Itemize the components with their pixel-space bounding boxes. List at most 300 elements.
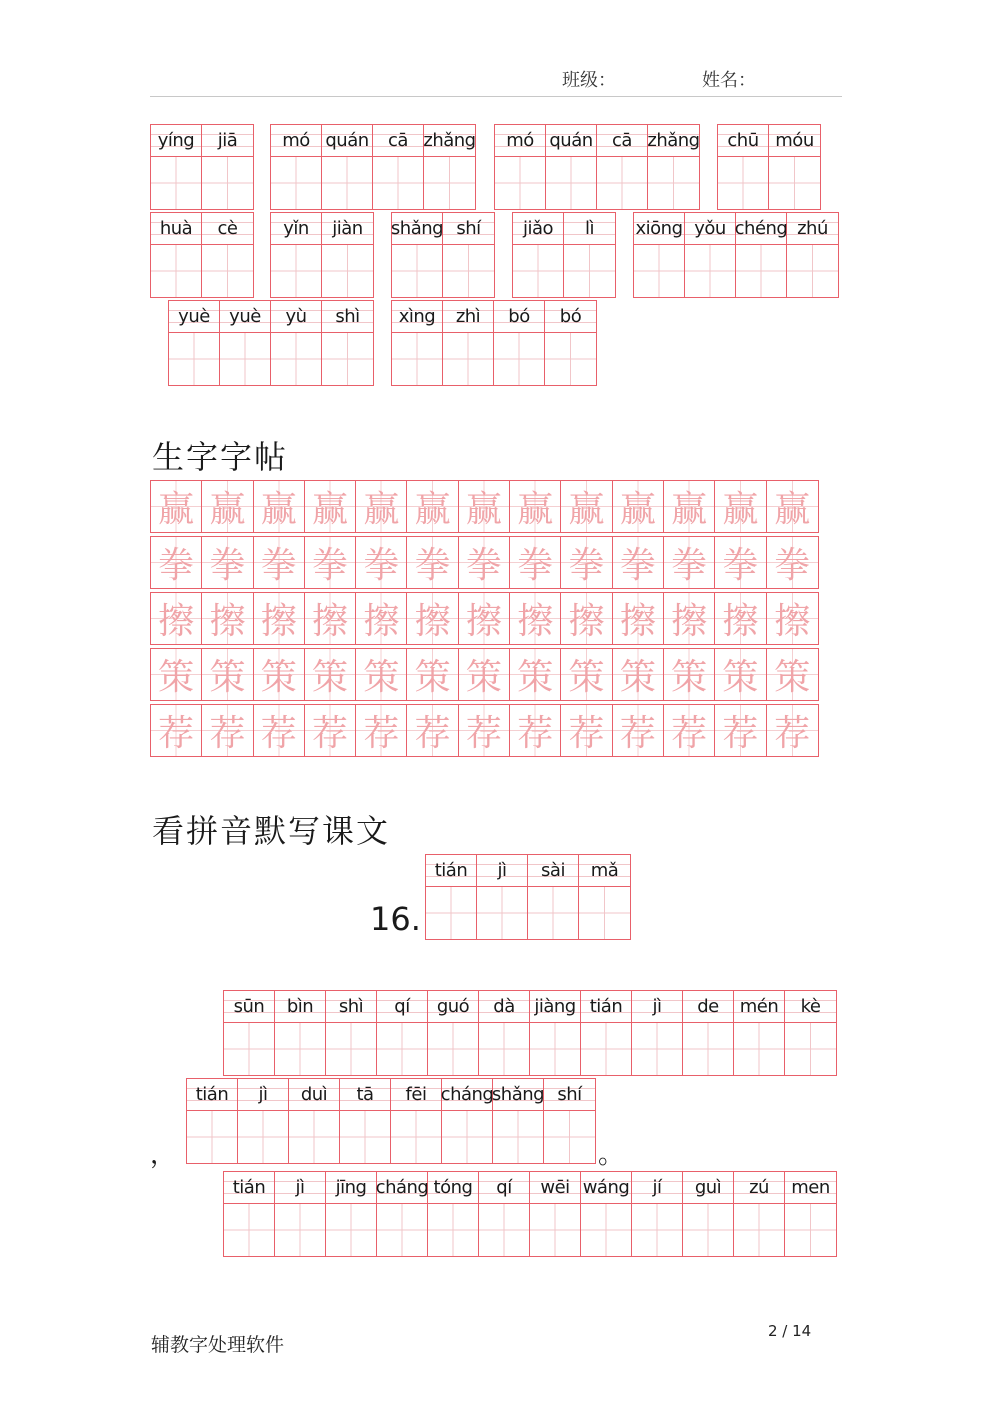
pinyin-slot xyxy=(428,991,478,1023)
character-box[interactable] xyxy=(545,333,596,385)
character-box[interactable] xyxy=(785,1204,836,1256)
writing-cell xyxy=(634,213,685,297)
pinyin-slot xyxy=(391,1079,441,1111)
pinyin-text: shí xyxy=(557,1084,582,1105)
tracing-character: 擦 xyxy=(664,593,715,644)
character-box[interactable] xyxy=(151,245,201,297)
character-box[interactable] xyxy=(322,245,373,297)
pinyin-slot xyxy=(424,125,475,157)
writing-cell xyxy=(581,991,632,1075)
tracing-character: 策 xyxy=(202,649,253,700)
pinyin-text: tián xyxy=(195,1084,229,1105)
pinyin-slot xyxy=(377,991,427,1023)
character-box[interactable] xyxy=(373,157,423,209)
tracing-character: 荐 xyxy=(407,705,458,756)
writing-cell xyxy=(443,301,494,385)
writing-cell xyxy=(392,213,443,297)
character-box[interactable] xyxy=(443,333,493,385)
period-mark: 。 xyxy=(598,1140,625,1170)
pinyin-slot xyxy=(736,213,786,245)
character-box[interactable] xyxy=(224,1023,274,1075)
writing-cell xyxy=(495,125,546,209)
pinyin-text: yǒu xyxy=(694,218,726,239)
writing-cell xyxy=(340,1079,391,1163)
pinyin-text: men xyxy=(791,1177,830,1198)
pinyin-text: wáng xyxy=(582,1177,630,1198)
tracing-character: 荐 xyxy=(767,705,818,756)
pinyin-text: yuè xyxy=(229,306,261,327)
writing-cell xyxy=(424,125,475,209)
writing-cell xyxy=(428,991,479,1075)
pinyin-text: guì xyxy=(694,1177,722,1198)
writing-cell xyxy=(477,855,528,939)
pinyin-slot xyxy=(322,125,372,157)
character-box[interactable] xyxy=(479,1023,529,1075)
writing-cell xyxy=(151,213,202,297)
pinyin-slot xyxy=(326,1172,376,1204)
tracing-character: 赢 xyxy=(715,481,766,532)
pinyin-slot xyxy=(734,1172,784,1204)
tracing-character: 赢 xyxy=(202,481,253,532)
pinyin-slot xyxy=(546,125,596,157)
character-box[interactable] xyxy=(220,333,270,385)
pinyin-text: shì xyxy=(335,306,360,327)
pinyin-slot xyxy=(530,1172,580,1204)
pinyin-slot xyxy=(377,1172,427,1204)
pinyin-text: qí xyxy=(394,996,410,1017)
tracing-row xyxy=(150,648,819,701)
character-box[interactable] xyxy=(734,1204,784,1256)
tracing-character: 拳 xyxy=(561,537,612,588)
pinyin-group xyxy=(150,124,254,210)
writing-cell xyxy=(479,991,530,1075)
pinyin-text: jīng xyxy=(335,1177,367,1198)
pinyin-slot xyxy=(271,125,321,157)
lesson-title-group xyxy=(425,854,631,940)
pinyin-slot xyxy=(683,991,733,1023)
writing-cell xyxy=(220,301,271,385)
pinyin-text: jì xyxy=(497,860,507,881)
writing-cell xyxy=(443,213,494,297)
character-box[interactable] xyxy=(271,245,321,297)
writing-cell xyxy=(546,125,597,209)
character-box[interactable] xyxy=(238,1111,288,1163)
tracing-character: 荐 xyxy=(561,705,612,756)
pinyin-slot xyxy=(769,125,820,157)
tracing-character: 赢 xyxy=(356,481,407,532)
tracing-character: 擦 xyxy=(254,593,305,644)
tracing-character: 擦 xyxy=(767,593,818,644)
tracing-character: 荐 xyxy=(613,705,664,756)
writing-cell xyxy=(513,213,564,297)
writing-cell xyxy=(787,213,838,297)
character-box[interactable] xyxy=(479,1204,529,1256)
pinyin-slot xyxy=(564,213,615,245)
pinyin-slot xyxy=(169,301,219,333)
character-box[interactable] xyxy=(224,1204,274,1256)
pinyin-text: jì xyxy=(258,1084,268,1105)
tracing-character: 策 xyxy=(305,649,356,700)
pinyin-slot xyxy=(271,213,321,245)
character-box[interactable] xyxy=(564,245,615,297)
writing-cell xyxy=(392,301,443,385)
pinyin-slot xyxy=(326,991,376,1023)
tracing-character: 赢 xyxy=(459,481,510,532)
pinyin-slot xyxy=(785,991,836,1023)
character-box[interactable] xyxy=(632,1023,682,1075)
character-box[interactable] xyxy=(322,333,373,385)
character-box[interactable] xyxy=(787,245,838,297)
character-box[interactable] xyxy=(202,245,253,297)
writing-cell xyxy=(275,991,326,1075)
tracing-character: 策 xyxy=(151,649,202,700)
pinyin-slot xyxy=(373,125,423,157)
writing-cell xyxy=(597,125,648,209)
tracing-character: 策 xyxy=(407,649,458,700)
writing-cell xyxy=(391,1079,442,1163)
pinyin-slot xyxy=(545,301,596,333)
writing-cell xyxy=(544,1079,595,1163)
pinyin-slot xyxy=(187,1079,237,1111)
pinyin-slot xyxy=(648,125,699,157)
tracing-character: 荐 xyxy=(510,705,561,756)
character-box[interactable] xyxy=(151,157,201,209)
character-box[interactable] xyxy=(683,1204,733,1256)
writing-cell xyxy=(271,125,322,209)
tracing-character: 擦 xyxy=(305,593,356,644)
pinyin-group xyxy=(270,212,374,298)
writing-cell xyxy=(289,1079,340,1163)
pinyin-text: huà xyxy=(159,218,193,239)
pinyin-slot xyxy=(493,1079,543,1111)
character-box[interactable] xyxy=(648,157,699,209)
pinyin-slot xyxy=(271,301,321,333)
pinyin-slot xyxy=(151,125,201,157)
tracing-character: 赢 xyxy=(151,481,202,532)
character-box[interactable] xyxy=(326,1023,376,1075)
character-box[interactable] xyxy=(634,245,684,297)
writing-cell xyxy=(769,125,820,209)
tracing-character: 擦 xyxy=(459,593,510,644)
pinyin-text: chū xyxy=(727,130,759,151)
writing-cell xyxy=(530,991,581,1075)
pinyin-slot xyxy=(787,213,838,245)
pinyin-slot xyxy=(632,1172,682,1204)
pinyin-group xyxy=(633,212,839,298)
character-box[interactable] xyxy=(493,1111,543,1163)
character-box[interactable] xyxy=(392,333,442,385)
writing-cell xyxy=(734,1172,785,1256)
pinyin-slot xyxy=(289,1079,339,1111)
pinyin-text: tián xyxy=(232,1177,266,1198)
pinyin-slot xyxy=(442,1079,492,1111)
writing-cell xyxy=(736,213,787,297)
writing-cell xyxy=(683,1172,734,1256)
pinyin-slot xyxy=(443,213,494,245)
character-box[interactable] xyxy=(377,1204,427,1256)
lesson-number: 16. xyxy=(370,900,421,938)
pinyin-group xyxy=(150,212,254,298)
tracing-character: 擦 xyxy=(510,593,561,644)
writing-cell xyxy=(545,301,596,385)
pinyin-text: yíng xyxy=(157,130,195,151)
character-box[interactable] xyxy=(271,333,321,385)
writing-cell xyxy=(224,991,275,1075)
writing-cell xyxy=(494,301,545,385)
pinyin-slot xyxy=(151,213,201,245)
pinyin-slot xyxy=(544,1079,595,1111)
pinyin-text: dà xyxy=(493,996,515,1017)
pinyin-slot xyxy=(202,213,253,245)
character-box[interactable] xyxy=(289,1111,339,1163)
tracing-character: 赢 xyxy=(561,481,612,532)
character-box[interactable] xyxy=(513,245,563,297)
pinyin-slot xyxy=(634,213,684,245)
character-box[interactable] xyxy=(187,1111,237,1163)
character-box[interactable] xyxy=(632,1204,682,1256)
pinyin-group xyxy=(391,300,597,386)
character-box[interactable] xyxy=(495,157,545,209)
character-box[interactable] xyxy=(544,1111,595,1163)
tracing-character: 拳 xyxy=(151,537,202,588)
pinyin-text: cā xyxy=(612,130,632,151)
pinyin-text: bó xyxy=(508,306,530,327)
pinyin-slot xyxy=(597,125,647,157)
pinyin-text: zhì xyxy=(455,306,481,327)
tracing-character: 拳 xyxy=(254,537,305,588)
character-box[interactable] xyxy=(392,245,442,297)
character-box[interactable] xyxy=(169,333,219,385)
character-box[interactable] xyxy=(326,1204,376,1256)
character-box[interactable] xyxy=(546,157,596,209)
tracing-character: 擦 xyxy=(561,593,612,644)
writing-cell xyxy=(271,301,322,385)
character-box[interactable] xyxy=(271,157,321,209)
pinyin-text: bó xyxy=(559,306,582,327)
pinyin-slot xyxy=(477,855,527,887)
pinyin-text: shí xyxy=(456,218,481,239)
pinyin-slot xyxy=(734,991,784,1023)
pinyin-text: jiā xyxy=(217,130,238,151)
pinyin-text: jiàng xyxy=(534,996,576,1017)
character-box[interactable] xyxy=(530,1023,580,1075)
tracing-character: 赢 xyxy=(305,481,356,532)
character-box[interactable] xyxy=(275,1204,325,1256)
pinyin-slot xyxy=(513,213,563,245)
pinyin-slot xyxy=(632,991,682,1023)
pinyin-slot xyxy=(494,301,544,333)
writing-cell xyxy=(426,855,477,939)
pinyin-group xyxy=(512,212,616,298)
character-box[interactable] xyxy=(734,1023,784,1075)
writing-cell xyxy=(718,125,769,209)
pinyin-slot xyxy=(479,1172,529,1204)
pinyin-text: móu xyxy=(775,130,814,151)
character-box[interactable] xyxy=(494,333,544,385)
pinyin-slot xyxy=(530,991,580,1023)
writing-cell xyxy=(785,1172,836,1256)
character-box[interactable] xyxy=(340,1111,390,1163)
pinyin-text: tián xyxy=(589,996,623,1017)
tracing-character: 策 xyxy=(561,649,612,700)
pinyin-text: sài xyxy=(541,860,565,881)
character-box[interactable] xyxy=(528,887,578,939)
pinyin-text: mó xyxy=(506,130,534,151)
writing-cell xyxy=(428,1172,479,1256)
pinyin-slot xyxy=(238,1079,288,1111)
pinyin-text: mó xyxy=(282,130,310,151)
writing-cell xyxy=(377,991,428,1075)
pinyin-text: xiōng xyxy=(635,218,683,239)
character-box[interactable] xyxy=(597,157,647,209)
pinyin-text: de xyxy=(697,996,719,1017)
pinyin-text: tóng xyxy=(433,1177,473,1198)
character-box[interactable] xyxy=(377,1023,427,1075)
pinyin-slot xyxy=(220,301,270,333)
character-box[interactable] xyxy=(424,157,475,209)
tracing-character: 策 xyxy=(664,649,715,700)
character-box[interactable] xyxy=(785,1023,836,1075)
pinyin-text: tā xyxy=(356,1084,374,1105)
character-box[interactable] xyxy=(579,887,630,939)
character-box[interactable] xyxy=(581,1204,631,1256)
pinyin-slot xyxy=(392,213,442,245)
writing-cell xyxy=(530,1172,581,1256)
character-box[interactable] xyxy=(322,157,372,209)
pinyin-text: shǎng xyxy=(390,218,444,239)
pinyin-text: qí xyxy=(496,1177,512,1198)
character-box[interactable] xyxy=(685,245,735,297)
writing-cell xyxy=(479,1172,530,1256)
pinyin-text: bìn xyxy=(286,996,314,1017)
pinyin-slot xyxy=(579,855,630,887)
pinyin-slot xyxy=(224,991,274,1023)
tracing-row xyxy=(150,592,819,645)
character-box[interactable] xyxy=(736,245,786,297)
pinyin-text: zhú xyxy=(797,218,828,239)
tracing-character: 荐 xyxy=(356,705,407,756)
character-box[interactable] xyxy=(477,887,527,939)
character-box[interactable] xyxy=(769,157,820,209)
writing-cell xyxy=(373,125,424,209)
writing-cell xyxy=(326,1172,377,1256)
pinyin-text: lì xyxy=(584,218,594,239)
pinyin-text: xìng xyxy=(398,306,436,327)
writing-cell xyxy=(271,213,322,297)
tracing-character: 擦 xyxy=(407,593,458,644)
character-box[interactable] xyxy=(718,157,768,209)
tracing-character: 拳 xyxy=(459,537,510,588)
character-box[interactable] xyxy=(683,1023,733,1075)
pinyin-text: mǎ xyxy=(590,860,619,881)
tracing-character: 荐 xyxy=(202,705,253,756)
pinyin-text: jiàn xyxy=(332,218,363,239)
tracing-character: 策 xyxy=(254,649,305,700)
writing-cell xyxy=(151,125,202,209)
pinyin-text: zú xyxy=(749,1177,769,1198)
writing-cell xyxy=(169,301,220,385)
character-box[interactable] xyxy=(443,245,494,297)
pinyin-text: yǐn xyxy=(283,218,309,239)
pinyin-slot xyxy=(426,855,476,887)
pinyin-text: tián xyxy=(434,860,468,881)
pinyin-slot xyxy=(683,1172,733,1204)
character-box[interactable] xyxy=(530,1204,580,1256)
tracing-character: 擦 xyxy=(715,593,766,644)
writing-cell xyxy=(377,1172,428,1256)
tracing-character: 拳 xyxy=(202,537,253,588)
writing-cell xyxy=(238,1079,289,1163)
tracing-character: 擦 xyxy=(151,593,202,644)
pinyin-slot xyxy=(495,125,545,157)
pinyin-group xyxy=(494,124,700,210)
writing-cell xyxy=(224,1172,275,1256)
pinyin-group xyxy=(717,124,821,210)
footer-software-name: 辅教字处理软件 xyxy=(151,1334,285,1356)
tracing-character: 荐 xyxy=(459,705,510,756)
pinyin-text: cè xyxy=(217,218,238,239)
pinyin-text: yù xyxy=(285,306,307,327)
writing-cell xyxy=(683,991,734,1075)
writing-cell xyxy=(579,855,630,939)
sentence-line-1 xyxy=(223,990,837,1076)
character-box[interactable] xyxy=(428,1023,478,1075)
writing-cell xyxy=(326,991,377,1075)
pinyin-text: kè xyxy=(800,996,821,1017)
pinyin-slot xyxy=(718,125,768,157)
character-box[interactable] xyxy=(428,1204,478,1256)
pinyin-text: quán xyxy=(549,130,593,151)
pinyin-slot xyxy=(322,301,373,333)
tracing-character: 荐 xyxy=(715,705,766,756)
sentence-line-2 xyxy=(186,1078,596,1164)
tracing-character: 拳 xyxy=(407,537,458,588)
character-box[interactable] xyxy=(426,887,476,939)
pinyin-text: guó xyxy=(436,996,470,1017)
tracing-character: 拳 xyxy=(305,537,356,588)
character-box[interactable] xyxy=(391,1111,441,1163)
writing-cell xyxy=(785,991,836,1075)
character-box[interactable] xyxy=(442,1111,492,1163)
pinyin-text: wēi xyxy=(540,1177,570,1198)
tracing-character: 擦 xyxy=(356,593,407,644)
comma-mark: ， xyxy=(150,1140,177,1170)
character-box[interactable] xyxy=(202,157,253,209)
writing-cell xyxy=(564,213,615,297)
name-label: 姓名： xyxy=(702,70,756,91)
writing-cell xyxy=(322,125,373,209)
pinyin-group xyxy=(168,300,374,386)
tracing-character: 拳 xyxy=(715,537,766,588)
writing-cell xyxy=(685,213,736,297)
pinyin-text: zhǎng xyxy=(423,130,476,151)
tracing-character: 荐 xyxy=(254,705,305,756)
pinyin-text: fēi xyxy=(405,1084,427,1105)
pinyin-group xyxy=(270,124,476,210)
tracing-character: 策 xyxy=(356,649,407,700)
tracing-character: 擦 xyxy=(202,593,253,644)
pinyin-slot xyxy=(581,1172,631,1204)
pinyin-slot xyxy=(581,991,631,1023)
copybook-title: 生字字帖 xyxy=(152,438,289,476)
character-box[interactable] xyxy=(275,1023,325,1075)
sentence-line-3 xyxy=(223,1171,837,1257)
pinyin-slot xyxy=(202,125,253,157)
tracing-row xyxy=(150,704,819,757)
writing-cell xyxy=(442,1079,493,1163)
tracing-character: 赢 xyxy=(767,481,818,532)
character-box[interactable] xyxy=(581,1023,631,1075)
